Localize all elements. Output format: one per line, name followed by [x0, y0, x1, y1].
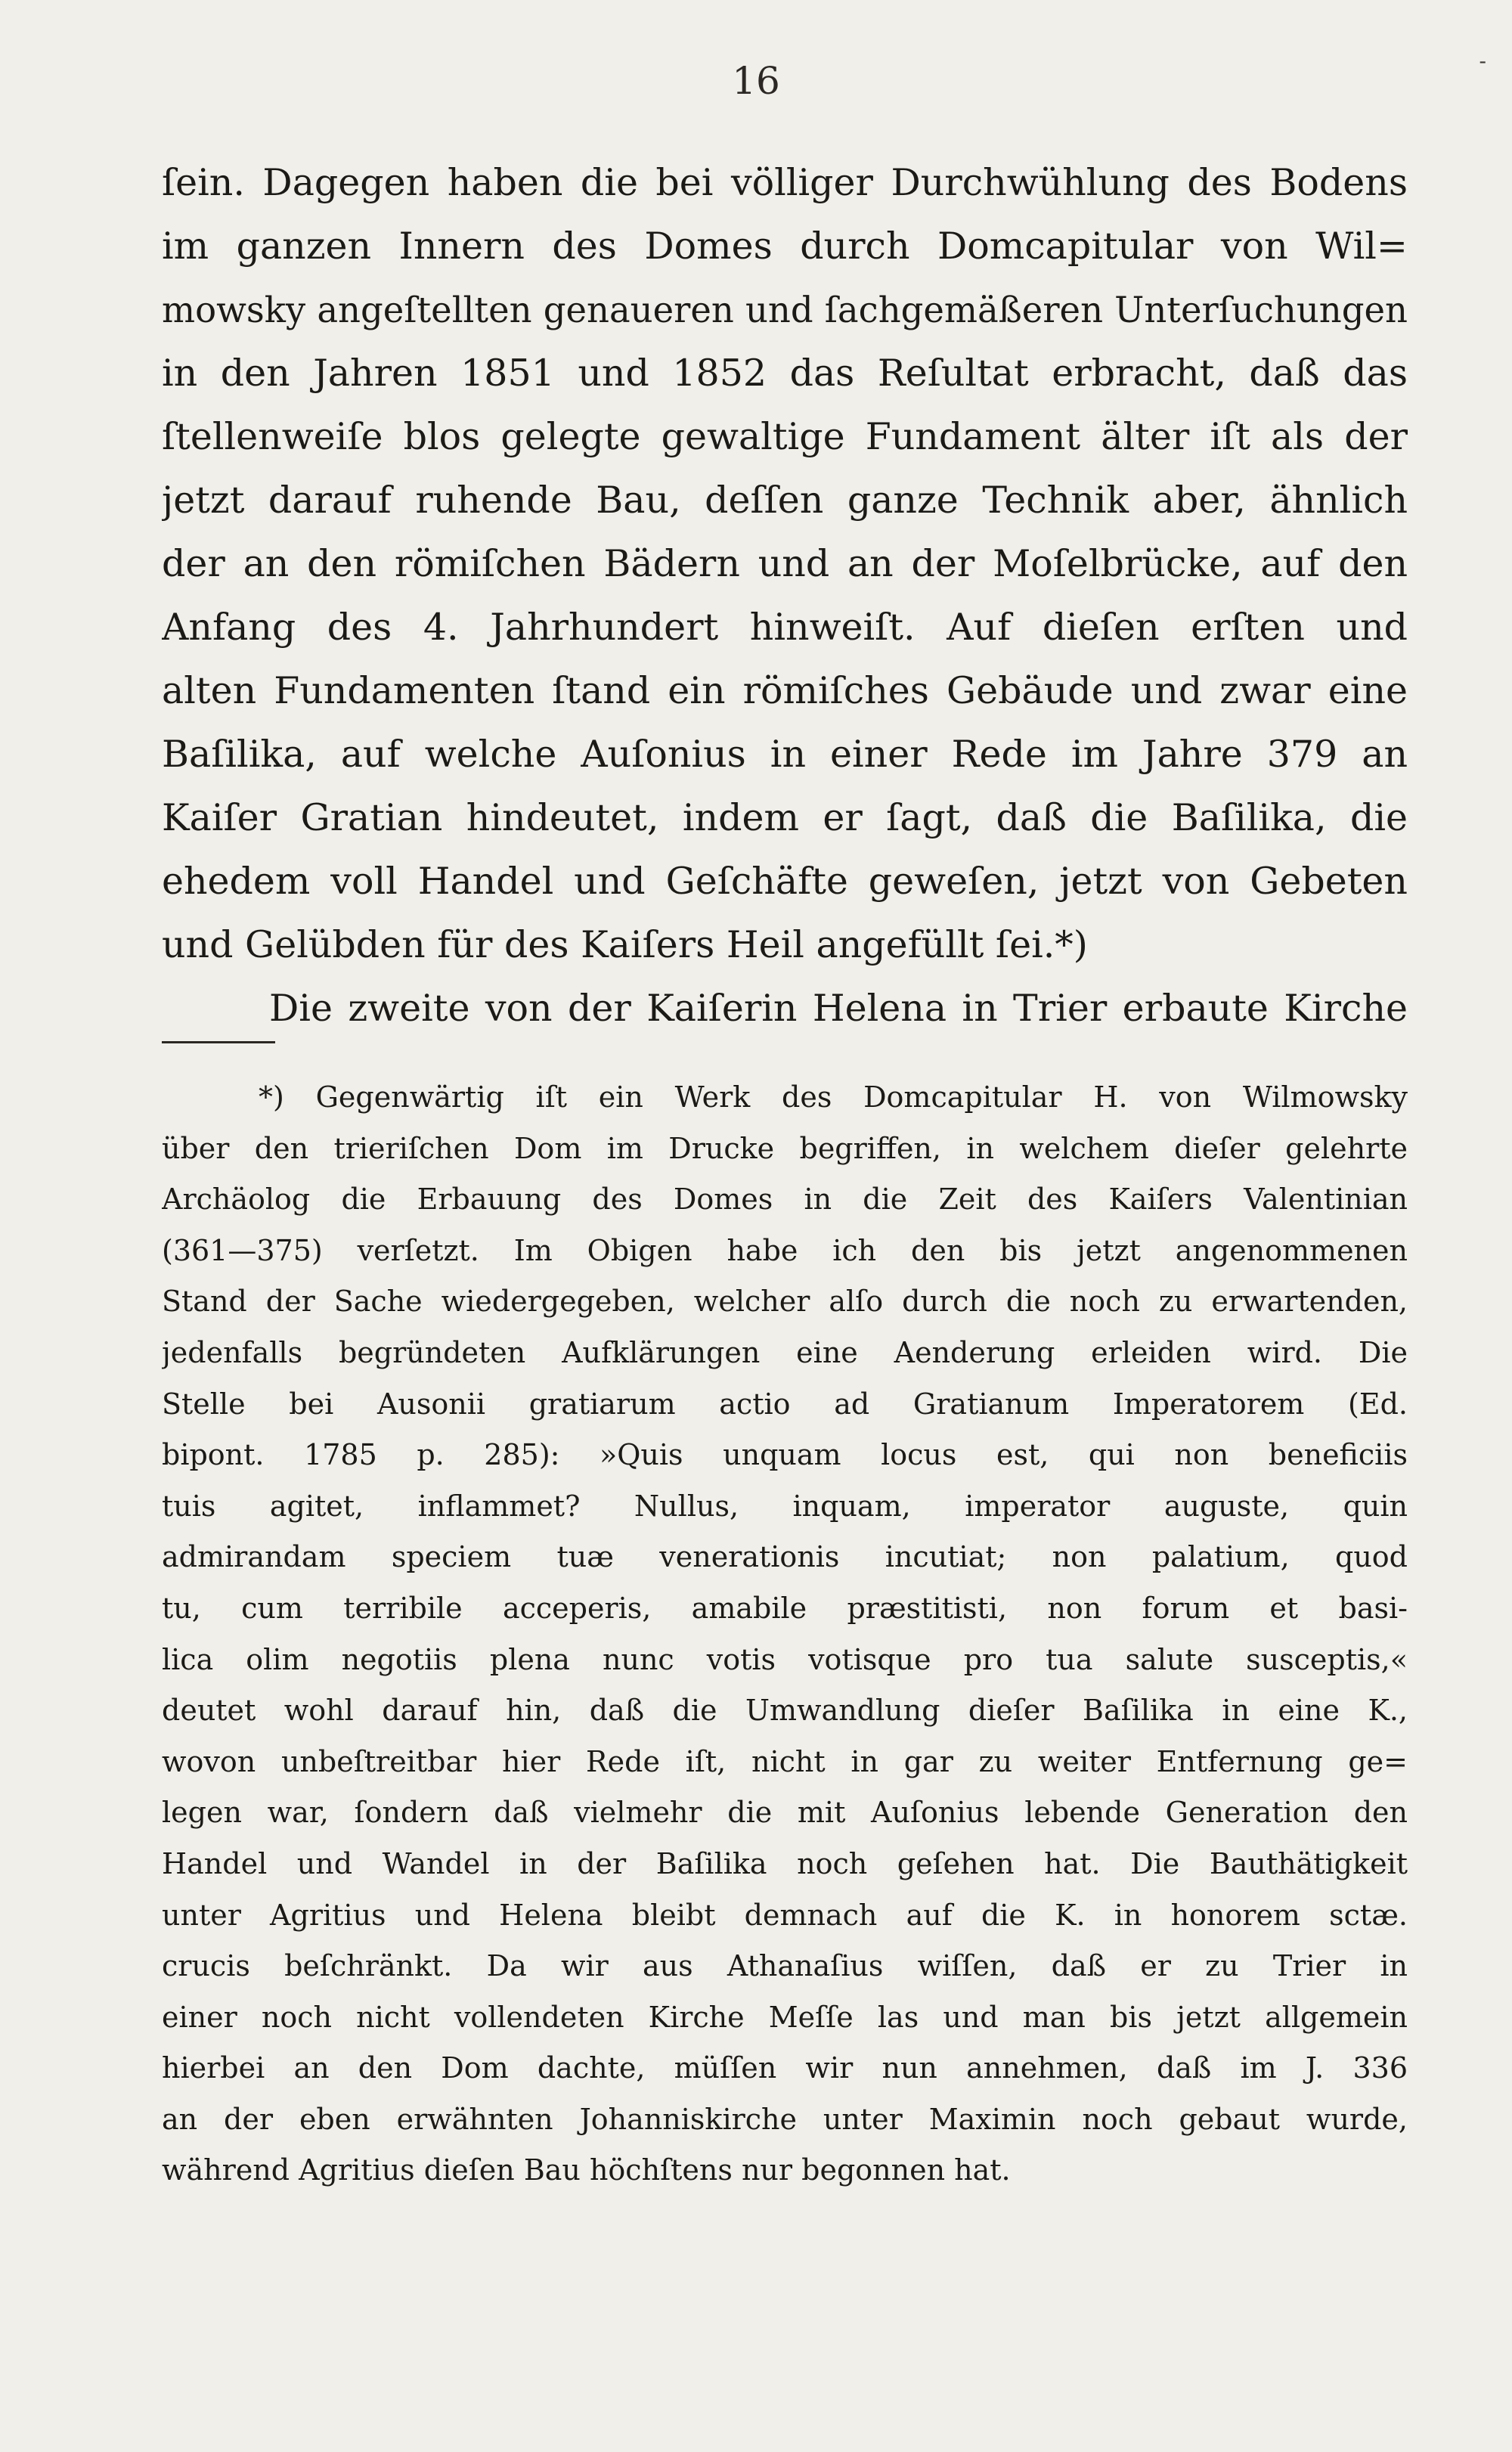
footnote-line: lica olim negotiis plena nunc votis votisque pro tua salute susceptis,« [162, 1642, 1408, 1676]
text-line: und Gelübden für des Kaiſers Heil angefüllt ſei.*) [162, 923, 1088, 966]
text-line: im ganzen Innern des Domes durch Domcapitular von Wil= [162, 225, 1408, 268]
footnote-line: hierbei an den Dom dachte, müſſen wir nun annehmen, daß im J. 336 [162, 2051, 1408, 2085]
text-line: alten Fundamenten ſtand ein römiſches Gebäude und zwar eine [162, 669, 1408, 712]
footnote-line: Handel und Wandel in der Baſilika noch geſehen hat. Die Bauthätigkeit [162, 1846, 1408, 1880]
footnote-line: tuis agitet, inflammet? Nullus, inquam, imperator auguste, quin [162, 1489, 1408, 1523]
footnote-line: Archäolog die Erbauung des Domes in die Zeit des Kaiſers Valentinian [162, 1183, 1408, 1217]
footnote-line: jedenfalls begründeten Aufklärungen eine Aenderung erleiden wird. Die [162, 1335, 1408, 1369]
corner-mark: - [1479, 48, 1486, 73]
footnote-line: wovon unbeſtreitbar hier Rede iſt, nicht in gar zu weiter Entfernung ge= [162, 1744, 1408, 1778]
footnote-line: über den trieriſchen Dom im Drucke begriffen, in welchem dieſer gelehrte [162, 1131, 1408, 1165]
footnote-line: unter Agritius und Helena bleibt demnach auf die K. in honorem sctæ. [162, 1898, 1408, 1932]
text-line: Die zweite von der Kaiſerin Helena in Trier erbaute Kirche [269, 987, 1408, 1030]
footnote-line: einer noch nicht vollendeten Kirche Meſſe las und man bis jetzt allgemein [162, 2000, 1408, 2034]
text-line: ehedem voll Handel und Geſchäfte geweſen, jetzt von Gebeten [162, 860, 1408, 903]
footnote-line: während Agritius dieſen Bau höchſtens nur begonnen hat. [162, 2153, 1011, 2187]
footnote-line: admirandam speciem tuæ venerationis incutiat; non palatium, quod [162, 1540, 1408, 1574]
footnote-line: deutet wohl darauf hin, daß die Umwandlung dieſer Baſilika in eine K., [162, 1694, 1408, 1728]
footnote-line: legen war, ſondern daß vielmehr die mit Auſonius lebende Generation den [162, 1796, 1408, 1830]
footnote-line: Stand der Sache wiedergegeben, welcher alſo durch die noch zu erwartenden, [162, 1285, 1408, 1319]
footnote-line: Stelle bei Ausonii gratiarum actio ad Gratianum Imperatorem (Ed. [162, 1387, 1408, 1421]
footnote-line: tu, cum terribile acceperis, amabile præstitisti, non forum et basi- [162, 1591, 1408, 1625]
footnote-line: bipont. 1785 p. 285): »Quis unquam locus est, qui non beneficiis [162, 1438, 1408, 1472]
text-line: ſein. Dagegen haben die bei völliger Durchwühlung des Bodens [162, 161, 1408, 204]
text-line: ſtellenweiſe blos gelegte gewaltige Fundament älter iſt als der [162, 415, 1408, 458]
text-line: mowsky angeſtellten genaueren und ſachgemäßeren Unterſuchungen [162, 290, 1408, 330]
footnote-line: (361—375) verſetzt. Im Obigen habe ich den bis jetzt angenommenen [162, 1233, 1408, 1267]
main-text [162, 151, 1408, 1040]
text-line: jetzt darauf ruhende Bau, deſſen ganze Technik aber, ähnlich [162, 479, 1408, 522]
text-line: Baſilika, auf welche Auſonius in einer Rede im Jahre 379 an [162, 733, 1408, 776]
text-line: in den Jahren 1851 und 1852 das Reſultat erbracht, daß das [162, 352, 1408, 395]
text-line: Anfang des 4. Jahrhundert hinweiſt. Auf dieſen erſten und [162, 606, 1408, 649]
footnote-line: crucis beſchränkt. Da wir aus Athanaſius wiſſen, daß er zu Trier in [162, 1949, 1408, 1983]
footnote [162, 1072, 1408, 2196]
text-line: Kaiſer Gratian hindeutet, indem er ſagt, daß die Baſilika, die [162, 796, 1408, 839]
footnote-line: *) Gegenwärtig iſt ein Werk des Domcapitular H. von Wilmowsky [259, 1080, 1408, 1114]
page-number: 16 [732, 59, 780, 103]
footnote-line: an der eben erwähnten Johanniskirche unter Maximin noch gebaut wurde, [162, 2102, 1408, 2136]
text-line: der an den römiſchen Bädern und an der Moſelbrücke, auf den [162, 542, 1408, 585]
footnote-rule [162, 1041, 275, 1043]
